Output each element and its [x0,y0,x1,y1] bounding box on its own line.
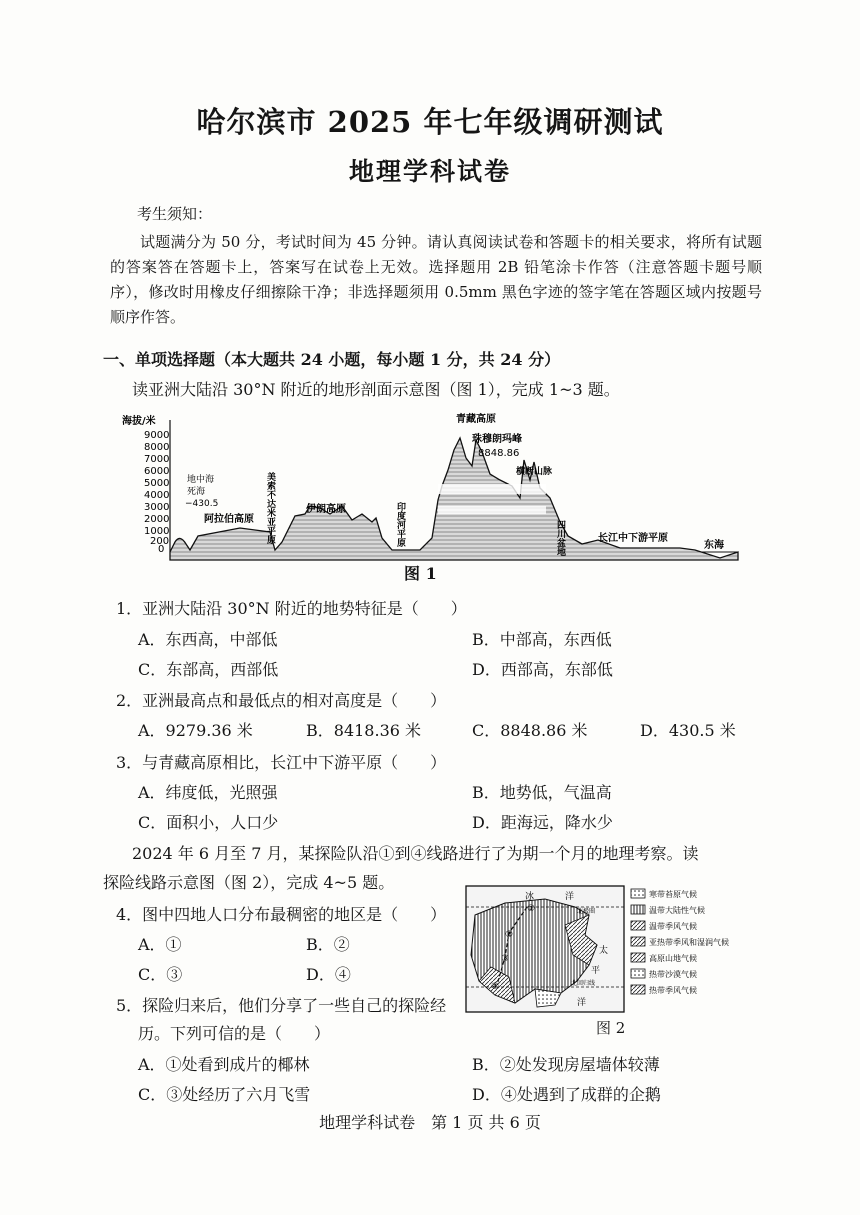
label-zagros: 美索不达米亚平原 [265,472,275,544]
map-label-arctic: 北极圈 [577,908,596,915]
y-axis-label: 海拔/米 [122,416,156,427]
legend-item: 温带季风气候 [649,922,697,931]
question-2-stem: 2．亚洲最高点和最低点的相对高度是（ ） [116,691,447,710]
exam-subtitle: 地理学科试卷 [348,157,511,186]
intro-q1-3: 读亚洲大陆沿 30°N 附近的地形剖面示意图（图 1），完成 1~3 题。 [132,380,620,399]
question-4-option-b: B．② [306,935,350,954]
map-legend [631,889,729,995]
map-label-pacific2: 平 [591,966,601,976]
y-tick: 5000 [144,478,170,489]
y-ticks [144,430,169,555]
route-point-2: ② [505,930,514,940]
notice-label: 考生须知： [137,205,213,223]
legend-item: 热带季风气候 [649,986,697,995]
question-5-stem-line2: 历。下列可信的是（ ） [138,1024,331,1043]
legend-item: 热带沙漠气候 [649,970,697,979]
y-tick: 7000 [144,454,170,465]
y-tick: 6000 [144,466,170,477]
label-sichuan: 四川盆地 [555,520,565,556]
section-heading: 一、单项选择题（本大题共 24 小题，每小题 1 分，共 24 分） [103,350,561,369]
question-2-option-d: D．430.5 米 [640,721,736,740]
question-2-option-c: C．8848.86 米 [472,721,588,740]
question-1-stem: 1．亚洲大陆沿 30°N 附近的地势特征是（ ） [116,599,467,618]
map-label-ocean1: 冰 [525,892,535,902]
question-1-option-b: B．中部高，东西低 [472,630,612,649]
question-3-option-a: A．纬度低，光照强 [138,783,278,802]
label-mediterranean: 地中海 [187,475,215,485]
legend-item: 温带大陆性气候 [649,906,705,915]
intro-q4-5-line2: 探险线路示意图（图 2），完成 4~5 题。 [103,873,395,892]
intro-q4-5-line1: 2024 年 6 月至 7 月，某探险队沿①到④线路进行了为期一个月的地理考察。读 [132,844,699,863]
y-tick: 1000 [144,526,170,537]
legend-item: 亚热带季风和湿润气候 [649,938,729,947]
question-1-option-a: A．东西高，中部低 [138,630,278,649]
y-tick: 9000 [144,430,170,441]
figure1-caption: 图 1 [404,564,437,583]
y-tick: 8000 [144,442,170,453]
figure-terrain-profile [120,410,740,570]
figure2-caption: 图 2 [596,1019,626,1037]
label-everest: 珠穆朗玛峰 [472,434,522,445]
page-footer: 地理学科试卷 第 1 页 共 6 页 [319,1113,541,1132]
question-5-option-d: D．④处遇到了成群的企鹅 [472,1085,661,1104]
question-4-option-d: D．④ [306,965,351,984]
map-label-tropic: 北回归线 [571,980,596,987]
label-arabia: 阿拉伯高原 [204,514,254,525]
question-2-option-a: A．9279.36 米 [138,721,253,740]
y-tick: 4000 [144,490,170,501]
exam-title: 哈尔滨市 2025 年七年级调研测试 [196,105,664,139]
route-point-1: ① [527,904,536,914]
label-eastsea: 东海 [704,540,724,551]
map-label-pacific1: 太 [599,946,609,956]
question-1-option-c: C．东部高，西部低 [138,660,279,679]
question-2-option-b: B．8418.36 米 [306,721,422,740]
question-4-option-c: C．③ [138,965,183,984]
question-5-option-c: C．③处经历了六月飞雪 [138,1085,311,1104]
y-tick: 200 [150,536,170,547]
question-5-option-a: A．①处看到成片的椰林 [138,1055,310,1074]
question-5-option-b: B．②处发现房屋墙体较薄 [472,1055,660,1074]
legend-item: 高原山地气候 [649,954,697,963]
label-tibet: 青藏高原 [456,414,496,425]
route-point-3: ③ [501,954,510,964]
question-3-stem: 3．与青藏高原相比，长江中下游平原（ ） [116,753,447,772]
label-everest-value: 8848.86 [478,448,520,459]
legend-item: 寒带苔原气候 [649,890,697,899]
question-5-stem-line1: 5．探险归来后，他们分享了一些自己的探险经 [116,996,447,1015]
label-indus: 印度河平原 [395,502,405,547]
y-tick: 0 [158,544,165,555]
map-label-ocean2: 洋 [565,892,575,902]
notice-text: 试题满分为 50 分，考试时间为 45 分钟。请认真阅读试卷和答题卡的相关要求，将所有试题的答案答在答题卡上，答案写在试卷上无效。选择题用 2B 铅笔涂卡作答（注意答题卡题号顺序），修改时用橡皮仔细擦除干净；非选择题须用 0.5mm 黑色字迹的签字笔在答题区域内按题号顺序作答。 [110,233,762,326]
label-deadsea: 死海 [187,487,206,497]
question-3-option-d: D．距海远，降水少 [472,813,613,832]
y-tick: 3000 [144,502,170,513]
figure-route-map [465,885,755,1015]
label-deadsea-value: −430.5 [185,499,219,509]
question-4-stem: 4．图中四地人口分布最稠密的地区是（ ） [116,905,447,924]
label-iran: 伊朗高原 [306,504,346,515]
label-hengduan: 横断山脉 [516,467,553,477]
label-yangtze: 长江中下游平原 [598,533,668,544]
question-3-option-b: B．地势低，气温高 [472,783,612,802]
map-label-pacific3: 洋 [577,998,587,1008]
question-3-option-c: C．面积小，人口少 [138,813,279,832]
question-1-option-d: D．西部高，东部低 [472,660,613,679]
question-4-option-a: A．① [138,935,182,954]
route-point-4: ④ [491,982,500,992]
y-tick: 2000 [144,514,170,525]
